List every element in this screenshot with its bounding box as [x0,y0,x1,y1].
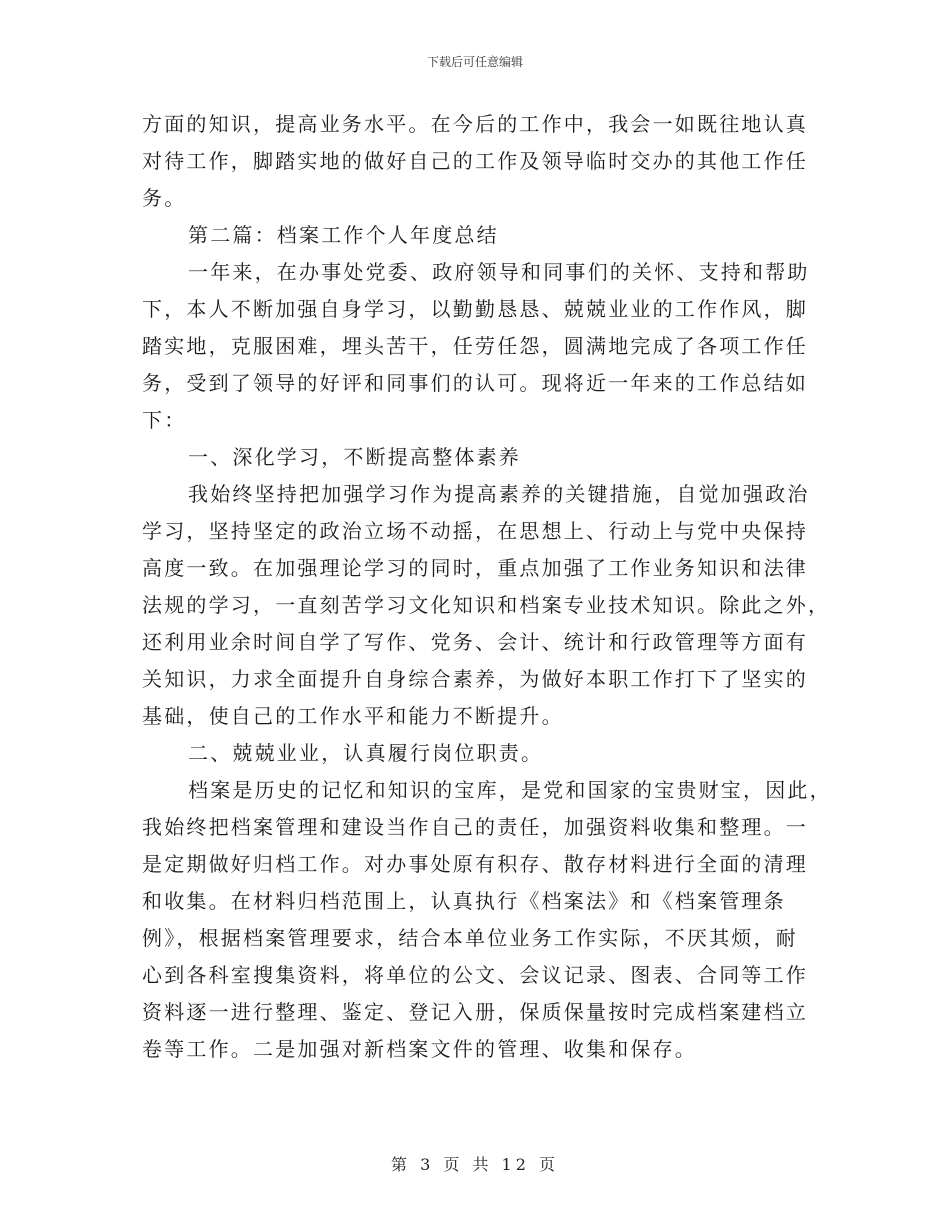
text-line: 关知识，力求全面提升自身综合素养，为做好本职工作打下了坚实的 [142,667,808,691]
text-line: 档案是历史的记忆和知识的宝库，是党和国家的宝贵财宝，因此， [188,778,832,802]
text-line: 一、深化学习，不断提高整体素养 [188,445,521,469]
text-line: 基础，使自己的工作水平和能力不断提升。 [142,704,564,728]
text-line: 务，受到了领导的好评和同事们的认可。现将近一年来的工作总结如 [142,371,808,395]
text-line: 我始终把档案管理和建设当作自己的责任，加强资料收集和整理。一 [142,815,808,839]
text-line: 对待工作，脚踏实地的做好自己的工作及领导临时交办的其他工作任 [142,149,808,173]
text-line: 法规的学习，一直刻苦学习文化知识和档案专业技术知识。除此之外， [142,593,831,617]
text-line: 心到各科室搜集资料，将单位的公文、会议记录、图表、合同等工作 [142,963,808,987]
document-body [142,106,832,1068]
page-header: 下载后可任意编辑 [426,55,523,69]
text-line: 学习，坚持坚定的政治立场不动摇，在思想上、行动上与党中央保持 [142,519,808,543]
text-line: 和收集。在材料归档范围上，认真执行《档案法》和《档案管理条 [142,889,786,913]
text-line: 二、兢兢业业，认真履行岗位职责。 [188,741,544,765]
page-footer: 第 3 页 共 12 页 [391,1155,559,1174]
text-line: 踏实地，克服困难，埋头苦干，任劳任怨，圆满地完成了各项工作任 [142,334,808,358]
text-line: 务。 [142,186,187,210]
text-line: 资料逐一进行整理、鉴定、登记入册，保质保量按时完成档案建档立 [142,1000,808,1024]
text-line: 还利用业余时间自学了写作、党务、会计、统计和行政管理等方面有 [142,630,808,654]
text-line: 方面的知识，提高业务水平。在今后的工作中，我会一如既往地认真 [142,112,808,136]
text-line: 第二篇：档案工作个人年度总结 [188,223,499,247]
text-line: 是定期做好归档工作。对办事处原有积存、散存材料进行全面的清理 [142,852,808,876]
text-line: 卷等工作。二是加强对新档案文件的管理、收集和保存。 [142,1037,697,1061]
text-line: 高度一致。在加强理论学习的同时，重点加强了工作业务知识和法律 [142,556,808,580]
text-line: 例》，根据档案管理要求，结合本单位业务工作实际，不厌其烦，耐 [142,926,798,950]
text-line: 我始终坚持把加强学习作为提高素养的关键措施，自觉加强政治 [188,482,810,506]
text-line: 一年来，在办事处党委、政府领导和同事们的关怀、支持和帮助 [188,260,810,284]
text-line: 下： [142,408,187,432]
text-line: 下，本人不断加强自身学习，以勤勤恳恳、兢兢业业的工作作风，脚 [142,297,808,321]
